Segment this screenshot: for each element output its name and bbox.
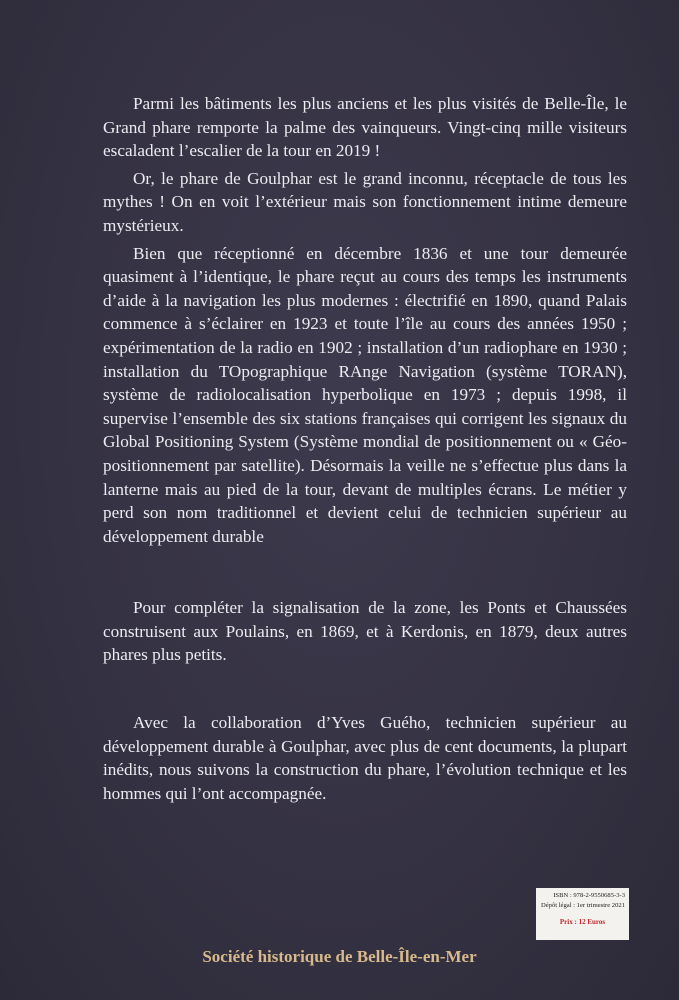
paragraph-4: Pour compléter la signalisation de la zone, les Ponts et Chaussées construisent aux Poulains, en 1869, et à Kerdonis, en 1879, deux autres phares plus petits. (103, 598, 627, 665)
publisher-name: Société historique de Belle-Île-en-Mer (202, 947, 477, 966)
paragraph-5: Avec la collaboration d’Yves Guého, technicien supérieur au développement durable à Goulphar, avec plus de cent documents, la plupart inédits, nous suivons la construction du phare, l’évolution technique et les hommes qui l’ont accompagnée. (103, 713, 627, 803)
isbn-number: ISBN : 978-2-9550685-3-3 (553, 892, 625, 899)
price-tag: Prix : 12 Euros (559, 918, 606, 926)
isbn-label (536, 888, 629, 940)
legal-deposit: Dépôt légal : 1er trimestre 2021 (540, 902, 625, 909)
paragraph-3: Bien que réceptionné en décembre 1836 et une tour demeurée quasiment à l’identique, le phare reçut au cours des temps les instruments d’aide à la navigation les plus modernes : électrifié en 1890, quand Palais commence à s’éclairer en 1923 et toute l’île au cours des années 1950 ; expérimentation de la radio en 1902 ; installation d’un radiophare en 1930 ; installation du TOpographique RAnge Navigation (système TORAN), système de radiolocalisation hyperbolique en 1973 ; depuis 1998, il supervise l’ensemble des six stations françaises qui corrigent les signaux du Global Positioning System (Système mondial de positionnement ou « Géo-positionnement par satellite). Désormais la veille ne s’effectue plus dans la lanterne mais au pied de la tour, devant de multiples écrans. Le métier y perd son nom traditionnel et devient celui de technicien supérieur au développement durable (103, 243, 627, 546)
paragraph-1: Parmi les bâtiments les plus anciens et les plus visités de Belle-Île, le Grand phare remporte la palme des vainqueurs. Vingt-cinq mille visiteurs escaladent l’escalier de la tour en 2019 ! (103, 94, 627, 161)
back-cover-blurb (103, 92, 627, 805)
paragraph-2: Or, le phare de Goulphar est le grand inconnu, réceptacle de tous les mythes ! On en voit l’extérieur mais son fonctionnement intime demeure mystérieux. (103, 168, 627, 235)
